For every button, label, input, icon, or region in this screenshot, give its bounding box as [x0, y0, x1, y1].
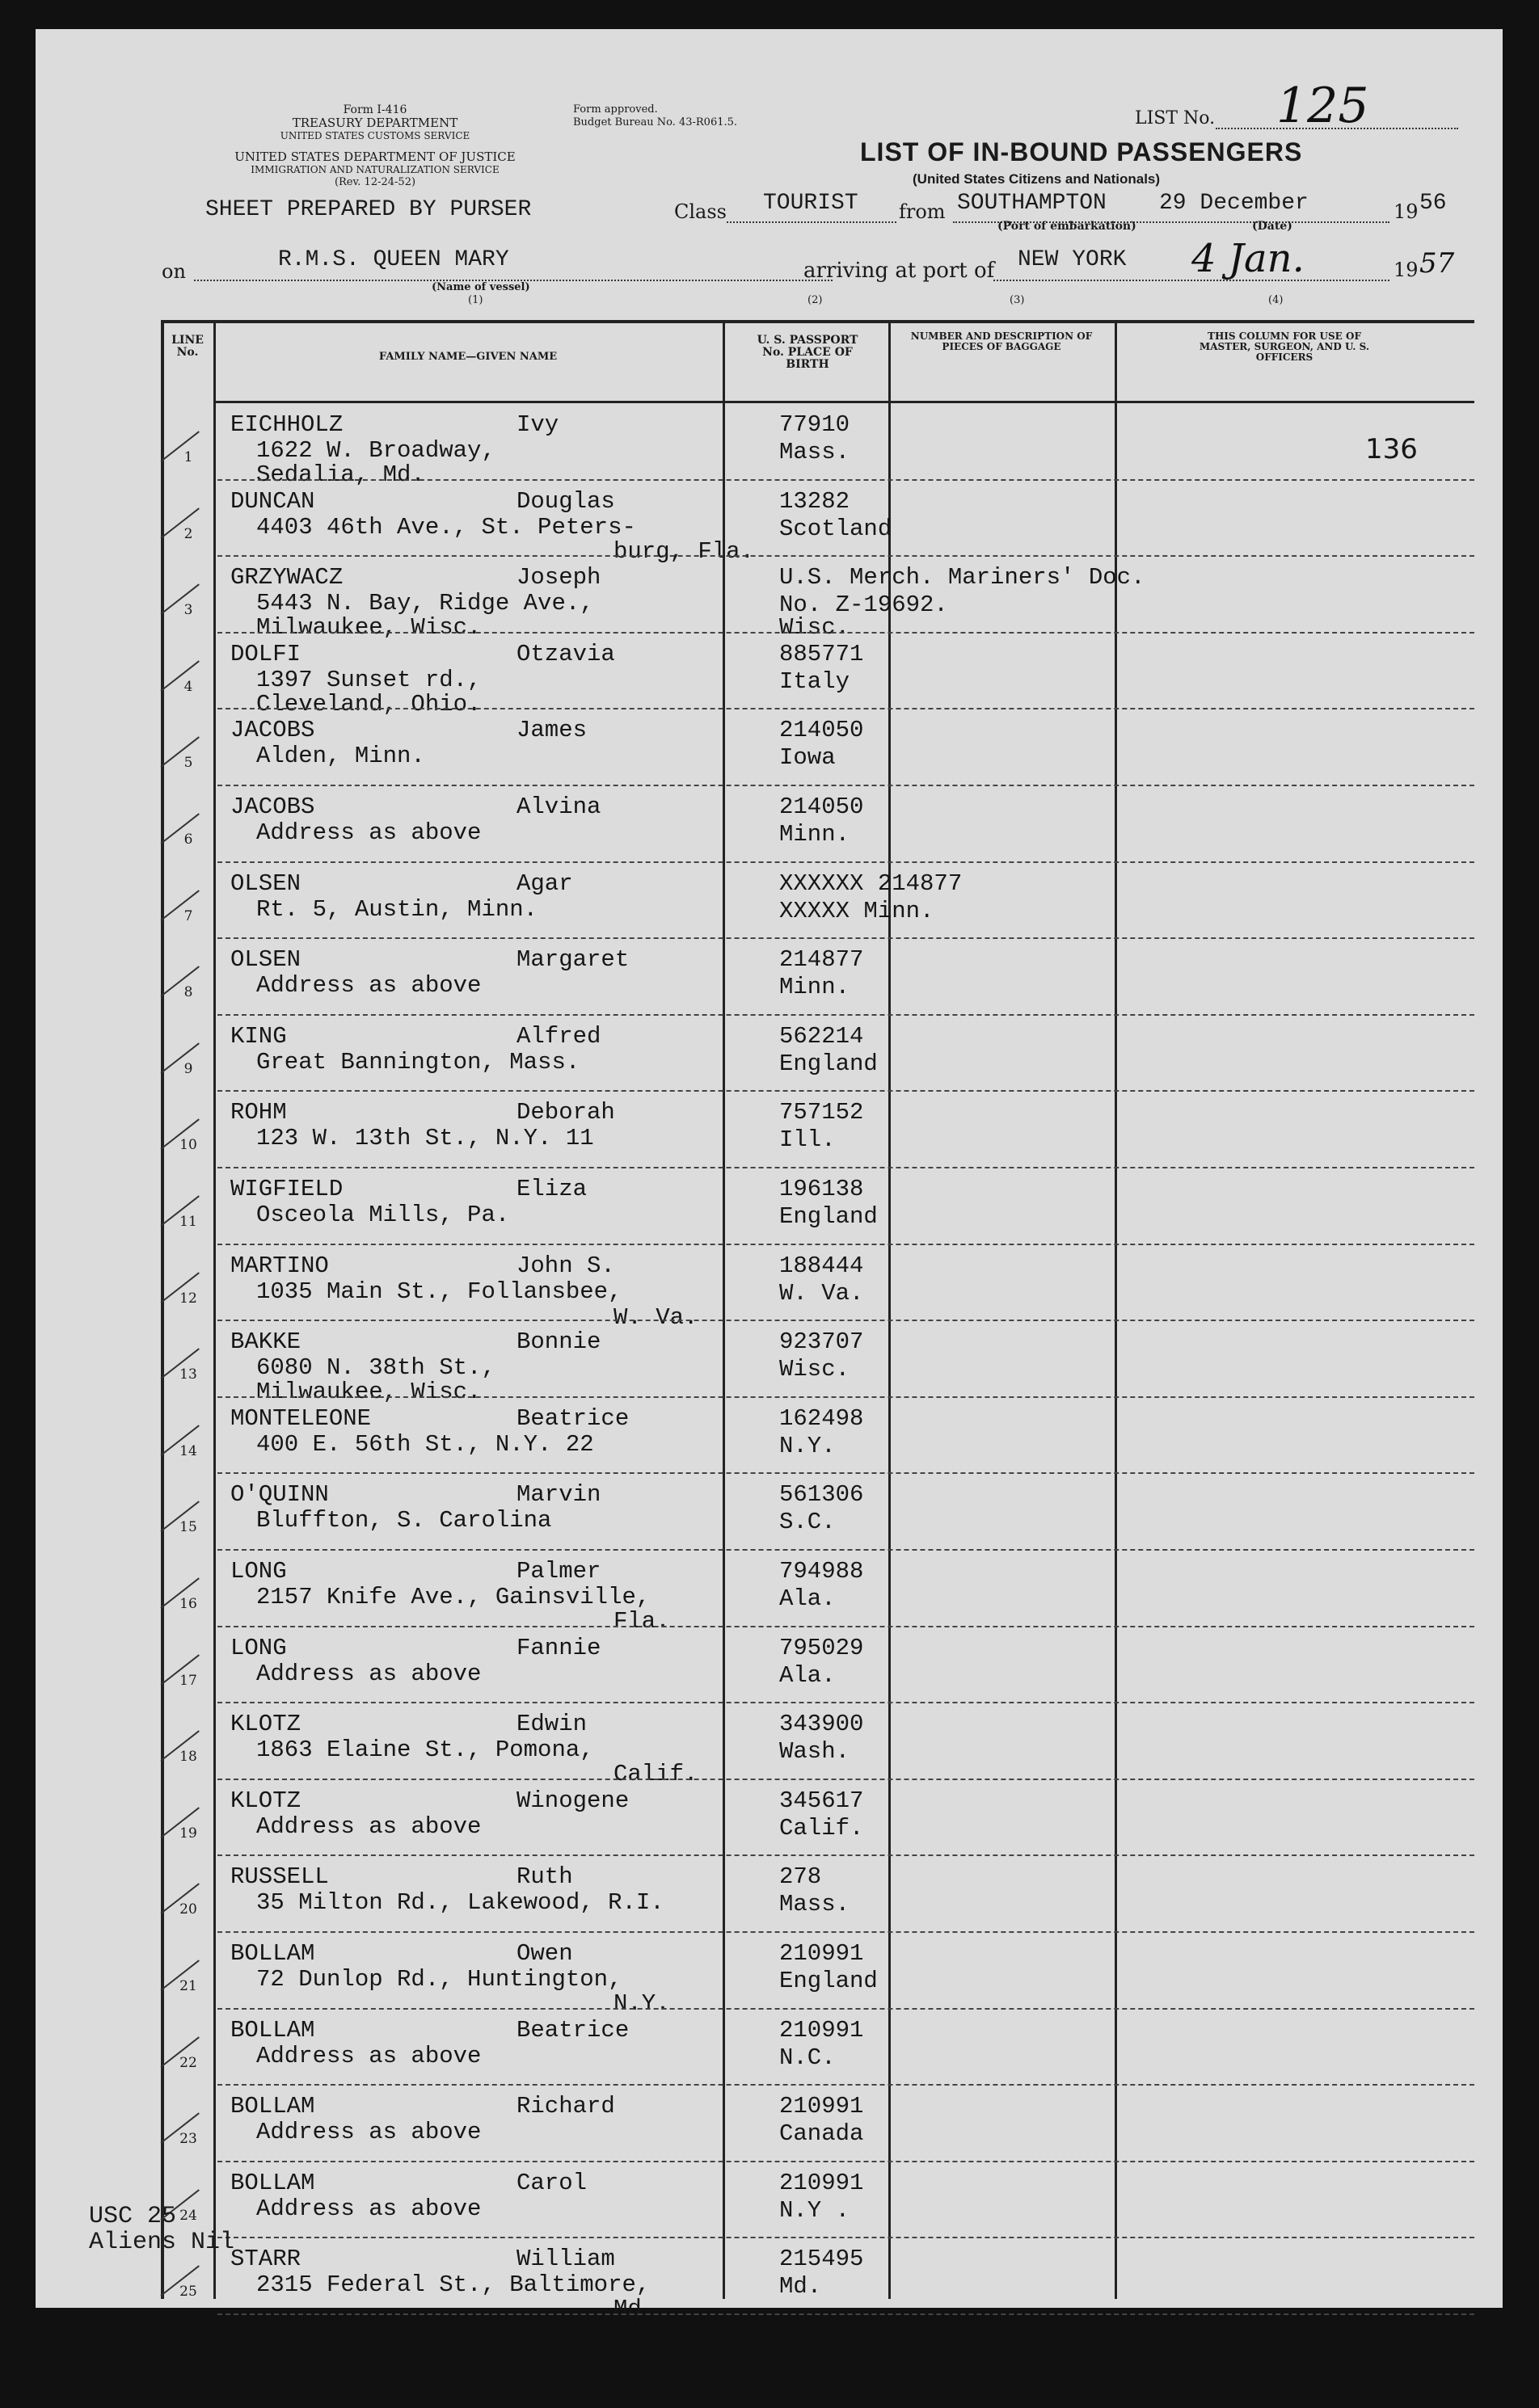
line-number: 6: [183, 831, 193, 848]
officer-note: 136: [1365, 433, 1418, 465]
line-number: 7: [183, 907, 193, 924]
line-number: 23: [179, 2131, 197, 2148]
given-name: Fannie: [517, 1634, 601, 1661]
sheet-prepared-by: SHEET PREPARED BY PURSER: [205, 197, 532, 222]
given-name: Alvina: [517, 794, 601, 820]
column-caption-2: (2): [807, 294, 823, 306]
table-row: [161, 1321, 1474, 1406]
list-no-label: LIST No.: [1135, 108, 1216, 128]
line-number: 13: [179, 1366, 197, 1383]
given-name: John S.: [517, 1252, 615, 1279]
family-name: OLSEN: [230, 869, 301, 897]
column-caption-3: (3): [1010, 294, 1025, 306]
place-of-birth: Calif.: [779, 1814, 864, 1842]
table-row: [161, 557, 1474, 642]
given-name: Deborah: [517, 1099, 615, 1126]
given-name: Carol: [517, 2169, 588, 2196]
address-line-1: Address as above: [256, 1812, 482, 1840]
family-name: DOLFI: [230, 640, 301, 667]
passenger-table: [161, 320, 1474, 2323]
family-name: STARR: [230, 2246, 301, 2273]
table-row: [161, 1856, 1474, 1933]
place-of-birth: N.Y.: [779, 1432, 836, 1459]
line-number: 4: [183, 678, 193, 695]
arrival-year-suffix: 57: [1419, 247, 1455, 280]
family-name: KLOTZ: [230, 1787, 301, 1814]
line-number: 19: [179, 1825, 197, 1842]
family-name: BOLLAM: [230, 2093, 315, 2120]
passport-number: 162498: [779, 1404, 864, 1432]
passport-number: 343900: [779, 1711, 864, 1738]
immigration-service: IMMIGRATION AND NATURALIZATION SERVICE: [251, 164, 500, 175]
line-number: 17: [179, 1672, 197, 1689]
column-caption-4: (4): [1268, 294, 1284, 306]
given-name: Palmer: [517, 1558, 601, 1585]
address-line-1: Address as above: [256, 819, 482, 846]
class-rule: [727, 221, 896, 223]
revision-date: (Rev. 12-24-52): [334, 176, 416, 188]
given-name: Beatrice: [517, 2016, 630, 2044]
line-number: 22: [179, 2054, 197, 2071]
family-name: MONTELEONE: [230, 1404, 372, 1432]
passport-number: 215495: [779, 2246, 864, 2273]
family-name: LONG: [230, 1634, 287, 1661]
place-of-birth: S.C.: [779, 1509, 836, 1536]
table-row: [161, 1168, 1474, 1245]
line-number: 25: [179, 2284, 197, 2301]
address-line-1: Address as above: [256, 1660, 482, 1687]
line-number: 20: [179, 1901, 197, 1918]
line-number: 11: [179, 1214, 197, 1230]
passport-number: 795029: [779, 1634, 864, 1661]
address-line-2: Milwaukee, Wisc.: [256, 614, 482, 642]
date-caption: (Date): [1252, 220, 1292, 233]
line-number: 10: [179, 1137, 197, 1154]
form-number: Form I-416: [343, 103, 407, 116]
embarkation-date: 29 December: [1159, 191, 1309, 216]
place-of-birth: Italy: [779, 667, 850, 695]
address-line-1: 4403 46th Ave., St. Peters-: [256, 513, 636, 541]
address-line-2: Sedalia, Md.: [256, 461, 425, 488]
passport-number: 885771: [779, 640, 864, 667]
family-name: BAKKE: [230, 1328, 301, 1356]
customs-service: UNITED STATES CUSTOMS SERVICE: [280, 130, 470, 141]
passport-number: 214877: [779, 946, 864, 974]
family-name: BOLLAM: [230, 1940, 315, 1967]
family-name: EICHHOLZ: [230, 411, 344, 438]
passport-number: 13282: [779, 487, 850, 515]
passport-number: 923707: [779, 1328, 864, 1356]
embarkation-port: SOUTHAMPTON: [957, 191, 1107, 216]
year-suffix: 56: [1419, 191, 1447, 216]
place-of-birth: Wash.: [779, 1738, 850, 1766]
place-of-birth: Minn.: [779, 821, 850, 848]
given-name: Marvin: [517, 1481, 601, 1509]
line-number: 15: [179, 1519, 197, 1536]
column-header-line-no: LINE No.: [171, 334, 204, 359]
address-line-1: 5443 N. Bay, Ridge Ave.,: [256, 590, 594, 617]
address-line-1: 6080 N. 38th St.,: [256, 1354, 495, 1382]
vessel-caption: (Name of vessel): [432, 281, 530, 293]
given-name: Otzavia: [517, 640, 615, 667]
address-line-1: Bluffton, S. Carolina: [256, 1507, 552, 1534]
document-subtitle: (United States Citizens and Nationals): [913, 171, 1161, 187]
address-line-2: N.Y.: [613, 1990, 670, 2017]
address-line-2: Md.: [613, 2296, 656, 2323]
address-line-1: 400 E. 56th St., N.Y. 22: [256, 1430, 594, 1458]
given-name: Margaret: [517, 946, 630, 974]
address-line-1: 2157 Knife Ave., Gainsville,: [256, 1584, 651, 1610]
table-row: [161, 1627, 1474, 1704]
address-line-1: Osceola Mills, Pa.: [256, 1202, 510, 1228]
document-page: [36, 29, 1503, 2323]
passport-number: XXXXXX 214877: [779, 869, 963, 897]
given-name: Alfred: [517, 1022, 601, 1050]
passport-number: 562214: [779, 1022, 864, 1050]
justice-department: UNITED STATES DEPARTMENT OF JUSTICE: [234, 149, 516, 164]
line-number: 9: [183, 1060, 193, 1077]
table-row: [161, 1780, 1474, 1857]
family-name: LONG: [230, 1558, 287, 1585]
table-row: [161, 2086, 1474, 2162]
given-name: Winogene: [517, 1787, 630, 1814]
place-of-birth: England: [779, 1203, 878, 1230]
family-name: ROHM: [230, 1099, 287, 1126]
table-row: [161, 1703, 1474, 1788]
aliens-stamp: Aliens Nil: [89, 2229, 235, 2256]
budget-bureau: Budget Bureau No. 43-R061.5.: [573, 116, 738, 128]
line-number: 24: [179, 2207, 197, 2224]
place-of-birth: Ill.: [779, 1126, 836, 1154]
address-line-2: Calif.: [613, 1761, 698, 1788]
address-line-1: Address as above: [256, 2195, 482, 2222]
place-of-birth: Md.: [779, 2273, 822, 2301]
table-row: [161, 2010, 1474, 2086]
table-row: [161, 481, 1474, 565]
place-of-birth: England: [779, 1050, 878, 1077]
table-row: [161, 786, 1474, 863]
place-of-birth: England: [779, 1968, 878, 1994]
address-line-1: 72 Dunlop Rd., Huntington,: [256, 1966, 622, 1993]
address-line-1: Alden, Minn.: [256, 743, 425, 770]
place-of-birth: Scotland: [779, 515, 892, 542]
usc-stamp: USC 25: [89, 2203, 177, 2230]
given-name: Joseph: [517, 564, 601, 591]
table-row: [161, 1016, 1474, 1092]
family-name: BOLLAM: [230, 2169, 315, 2196]
table-row: [161, 1092, 1474, 1168]
address-line-2: burg, Fla.: [613, 537, 755, 565]
class-value: TOURIST: [763, 191, 858, 216]
given-name: Agar: [517, 869, 573, 897]
passport-number: 214050: [779, 717, 864, 744]
line-number: 16: [179, 1596, 197, 1612]
place-of-birth: N.Y .: [779, 2196, 850, 2224]
header-rule: [213, 401, 1474, 403]
table-row: [161, 939, 1474, 1016]
place-of-birth: Canada: [779, 2120, 864, 2148]
table-row: [161, 2238, 1474, 2323]
table-row: [161, 404, 1474, 488]
table-row: [161, 1933, 1474, 2017]
table-row: [161, 863, 1474, 940]
address-line-2: Cleveland, Ohio.: [256, 690, 482, 718]
table-row: [161, 1474, 1474, 1551]
passport-number: 794988: [779, 1558, 864, 1585]
line-number: 3: [183, 602, 193, 619]
family-name: GRZYWACZ: [230, 564, 344, 591]
passport-number: 210991: [779, 2169, 864, 2196]
given-name: Richard: [517, 2093, 615, 2120]
family-name: MARTINO: [230, 1252, 329, 1279]
passport-number: 196138: [779, 1176, 864, 1202]
given-name: Ruth: [517, 1863, 573, 1891]
column-header-officers: THIS COLUMN FOR USE OF MASTER, SURGEON, AND U. S. OFFICERS: [1199, 330, 1370, 363]
given-name: James: [517, 717, 588, 744]
passport-number: U.S. Merch. Mariners' Doc.: [779, 564, 1145, 591]
family-name: KLOTZ: [230, 1711, 301, 1738]
table-row: [161, 709, 1474, 786]
address-line-2: Milwaukee, Wisc.: [256, 1379, 482, 1406]
passport-number: 278: [779, 1863, 822, 1891]
family-name: KING: [230, 1022, 287, 1050]
address-line-2: Fla.: [613, 1608, 670, 1635]
place-of-birth: No. Z-19692.: [779, 591, 948, 619]
place-of-birth: Minn.: [779, 974, 850, 1001]
table-row: [161, 1245, 1474, 1331]
passport-number: 77910: [779, 411, 850, 438]
address-line-1: 35 Milton Rd., Lakewood, R.I.: [256, 1889, 664, 1917]
family-name: RUSSELL: [230, 1863, 329, 1891]
form-approved: Form approved.: [573, 103, 658, 116]
address-line-1: 1622 W. Broadway,: [256, 437, 495, 464]
given-name: Douglas: [517, 487, 615, 515]
place-of-birth: Iowa: [779, 744, 836, 772]
passport-number: 561306: [779, 1481, 864, 1509]
family-name: DUNCAN: [230, 487, 315, 515]
given-name: Beatrice: [517, 1404, 630, 1432]
column-header-name: FAMILY NAME—GIVEN NAME: [378, 351, 558, 363]
from-label: from: [899, 200, 946, 223]
document-title: LIST OF IN-BOUND PASSENGERS: [860, 137, 1303, 166]
given-name: Bonnie: [517, 1328, 601, 1356]
year-prefix: 19: [1394, 200, 1419, 223]
passport-number: 210991: [779, 1940, 864, 1967]
address-line-1: 2315 Federal St., Baltimore,: [256, 2271, 651, 2299]
column-header-passport: U. S. PASSPORT No. PLACE OF BIRTH: [757, 334, 858, 371]
family-name: JACOBS: [230, 717, 315, 744]
column-caption-1: (1): [468, 294, 483, 306]
address-line-1: Address as above: [256, 972, 482, 1000]
row-rule: [217, 2313, 1474, 2315]
place-of-birth: Ala.: [779, 1585, 836, 1612]
arrival-port: NEW YORK: [1018, 247, 1127, 272]
passport-number: 210991: [779, 2093, 864, 2120]
line-number: 2: [183, 525, 193, 542]
line-number: 5: [183, 755, 193, 772]
passport-number: 214050: [779, 794, 864, 820]
place-of-birth: Mass.: [779, 1891, 850, 1918]
passport-number: 757152: [779, 1099, 864, 1126]
address-line-1: 123 W. 13th St., N.Y. 11: [256, 1125, 594, 1152]
vessel-name: R.M.S. QUEEN MARY: [278, 247, 509, 272]
class-label: Class: [674, 200, 727, 223]
table-row: [161, 634, 1474, 718]
given-name: William: [517, 2246, 615, 2273]
passport-number: 188444: [779, 1252, 864, 1279]
place-of-birth: Ala.: [779, 1661, 836, 1689]
treasury-department: TREASURY DEPARTMENT: [292, 116, 458, 130]
address-line-1: 1035 Main St., Follansbee,: [256, 1278, 622, 1305]
address-line-1: 1397 Sunset rd.,: [256, 666, 482, 693]
port-embarkation-caption: (Port of embarkation): [997, 220, 1136, 233]
passport-number: 345617: [779, 1787, 864, 1814]
table-row: [161, 1398, 1474, 1475]
line-number: 8: [183, 984, 193, 1001]
family-name: OLSEN: [230, 946, 301, 974]
given-name: Owen: [517, 1940, 573, 1967]
address-line-1: Address as above: [256, 2119, 482, 2146]
arrival-year-prefix: 19: [1394, 259, 1419, 281]
line-number: 12: [179, 1290, 197, 1307]
address-line-1: Rt. 5, Austin, Minn.: [256, 895, 538, 923]
given-name: Ivy: [517, 411, 559, 438]
given-name: Eliza: [517, 1176, 588, 1202]
place-of-birth: XXXXX Minn.: [779, 897, 934, 924]
table-row: [161, 1551, 1474, 1635]
given-name: Edwin: [517, 1711, 588, 1738]
family-name: WIGFIELD: [230, 1176, 344, 1202]
place-of-birth: W. Va.: [779, 1279, 864, 1307]
passport-number: 210991: [779, 2016, 864, 2044]
family-name: JACOBS: [230, 794, 315, 820]
family-name: BOLLAM: [230, 2016, 315, 2044]
arrival-date-handwritten: 4 Jan.: [1191, 236, 1305, 281]
arriving-label: arriving at port of: [803, 259, 995, 283]
line-number: 14: [179, 1442, 197, 1459]
family-name: O'QUINN: [230, 1481, 329, 1509]
address-line-2: W. Va.: [613, 1303, 698, 1331]
place-of-birth-extra: Wisc.: [779, 614, 850, 642]
on-label: on: [162, 260, 186, 283]
list-no-handwritten: 125: [1276, 78, 1369, 134]
place-of-birth: N.C.: [779, 2044, 836, 2071]
line-number: 18: [179, 1749, 197, 1766]
place-of-birth: Wisc.: [779, 1356, 850, 1383]
table-row: [161, 2162, 1474, 2239]
place-of-birth: Mass.: [779, 439, 850, 465]
address-line-1: 1863 Elaine St., Pomona,: [256, 1737, 594, 1764]
address-line-1: Address as above: [256, 2042, 482, 2069]
line-number: 21: [179, 1978, 197, 1994]
column-header-baggage: NUMBER AND DESCRIPTION OF PIECES OF BAGGAGE: [910, 330, 1093, 352]
line-number: 1: [183, 449, 193, 465]
address-line-1: Great Bannington, Mass.: [256, 1048, 580, 1076]
